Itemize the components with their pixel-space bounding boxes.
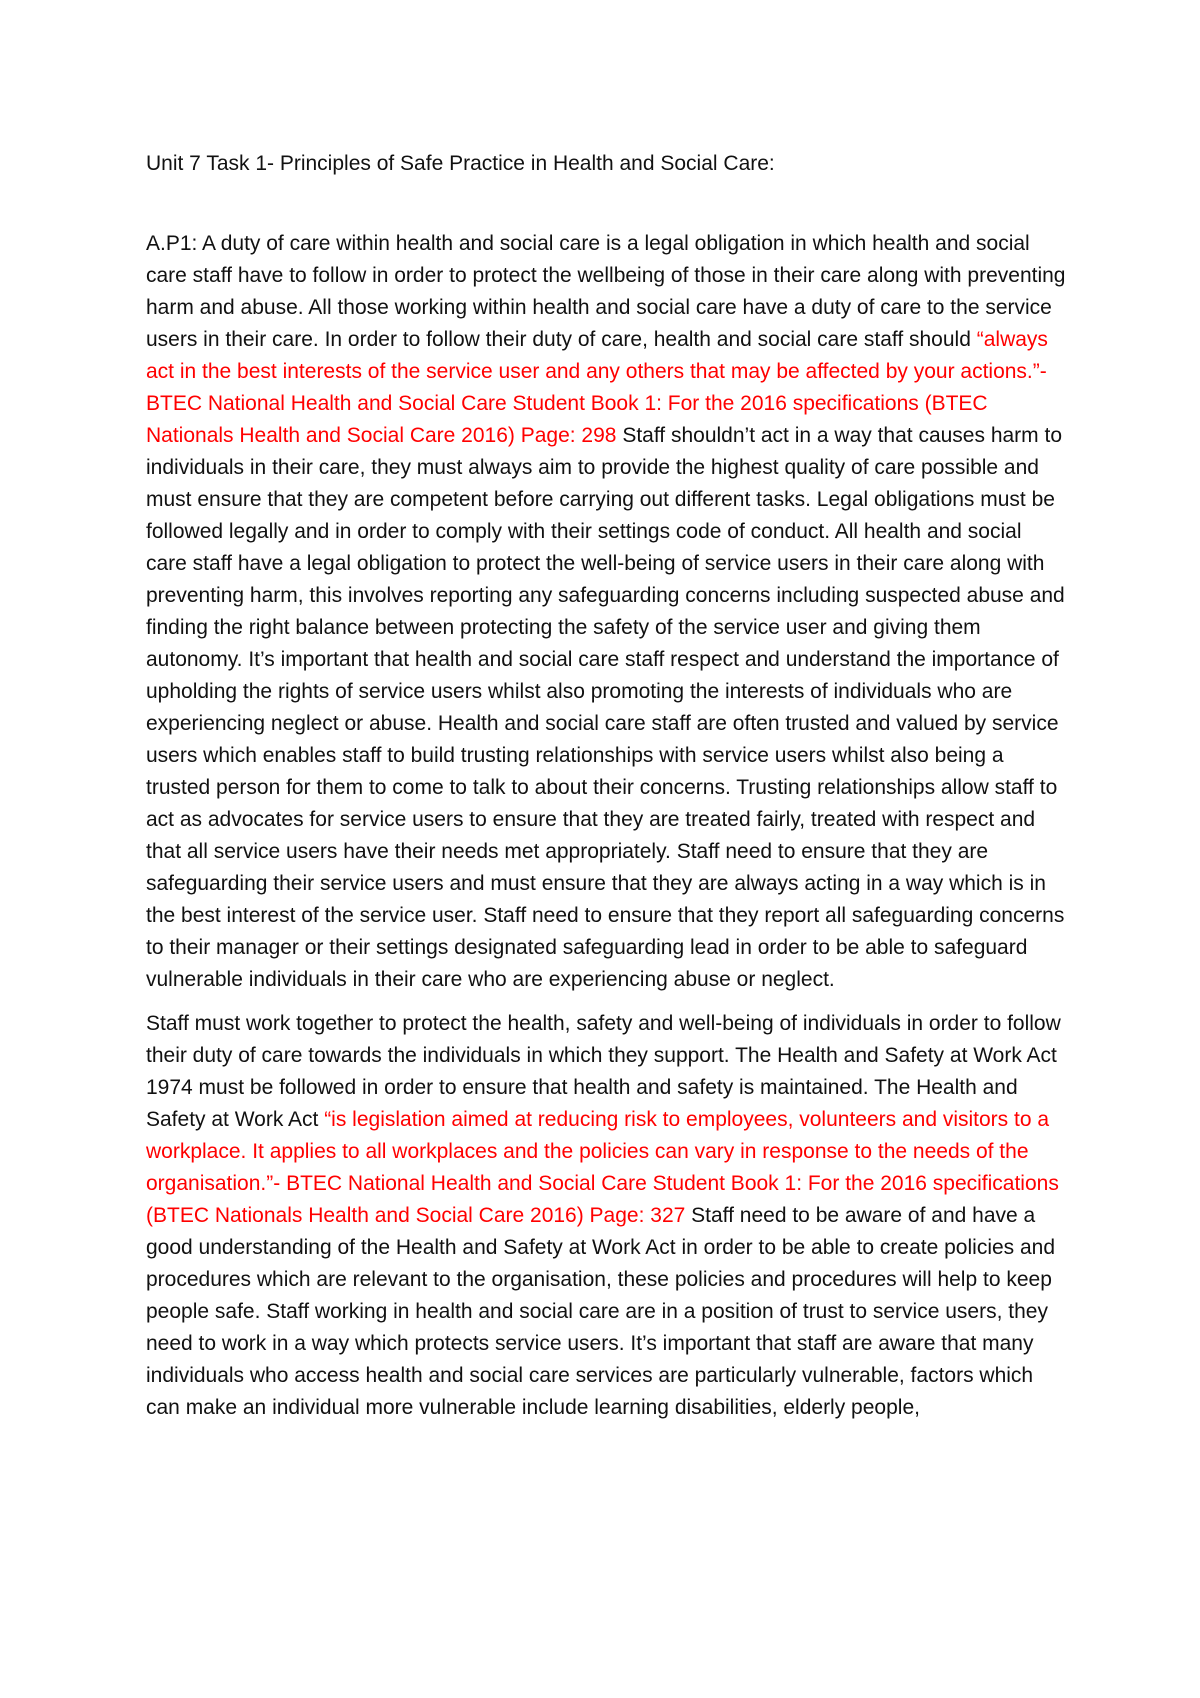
paragraph-2-body: Staff need to be aware of and have a good understanding of the Health and Safety at Work Act in order to be able to create policies and procedures which are relevant to the organisation, these policies and procedures will help to keep people safe. Staff working in health and social care are in a position of trust to service users, they need to work in a way which protects service users. It’s important that staff are aware that many individuals who access health and social care services are particularly vulnerable, factors which can make an individual more vulnerable include learning disabilities, elderly people, (146, 1204, 1056, 1419)
paragraph-1-quote-citation: “always act in the best interests of the service user and any others that may be affected by your actions.”- BTEC National Health and Social Care Student Book 1: For the 2016 specifications (BTEC Nationals Health and Social Care 2016) Page: 298 (146, 328, 1048, 447)
paragraph-duty-of-care (146, 228, 1066, 996)
document-title: Unit 7 Task 1- Principles of Safe Practice in Health and Social Care: (146, 152, 775, 175)
document-body (146, 150, 1066, 1436)
paragraph-2-quote-citation: “is legislation aimed at reducing risk to employees, volunteers and visitors to a workplace. It applies to all workplaces and the policies can vary in response to the needs of the organisation.”- BTEC National Health and Social Care Student Book 1: For the 2016 specifications (BTEC Nationals Health and Social Care 2016) Page: 327 (146, 1108, 1059, 1227)
paragraph-1-body: Staff shouldn’t act in a way that causes harm to individuals in their care, they must always aim to provide the highest quality of care possible and must ensure that they are competent before carrying out different tasks. Legal obligations must be followed legally and in order to comply with their settings code of conduct. All health and social care staff have a legal obligation to protect the well-being of service users in their care along with preventing harm, this involves reporting any safeguarding concerns including suspected abuse and finding the right balance between protecting the safety of the service user and giving them autonomy. It’s important that health and social care staff respect and understand the importance of upholding the rights of service users whilst also promoting the interests of individuals who are experiencing neglect or abuse. Health and social care staff are often trusted and valued by service users which enables staff to build trusting relationships with service users whilst also being a trusted person for them to come to talk to about their concerns. Trusting relationships allow staff to act as advocates for service users to ensure that they are treated fairly, treated with respect and that all service users have their needs met appropriately. Staff need to ensure that they are safeguarding their service users and must ensure that they are always acting in a way which is in the best interest of the service user. Staff need to ensure that they report all safeguarding concerns to their manager or their settings designated safeguarding lead in order to be able to safeguard vulnerable individuals in their care who are experiencing abuse or neglect. (146, 424, 1065, 991)
paragraph-1-intro: A.P1: A duty of care within health and social care is a legal obligation in which health and social care staff have to follow in order to protect the wellbeing of those in their care along with preventing harm and abuse. All those working within health and social care have a duty of care to the service users in their care. In order to follow their duty of care, health and social care staff should (146, 232, 1066, 351)
paragraph-health-safety-act (146, 1008, 1066, 1424)
paragraph-2-intro: Staff must work together to protect the health, safety and well-being of individuals in order to follow their duty of care towards the individuals in which they support. The Health and Safety at Work Act 1974 must be followed in order to ensure that health and safety is maintained. The Health and Safety at Work Act (146, 1012, 1061, 1131)
